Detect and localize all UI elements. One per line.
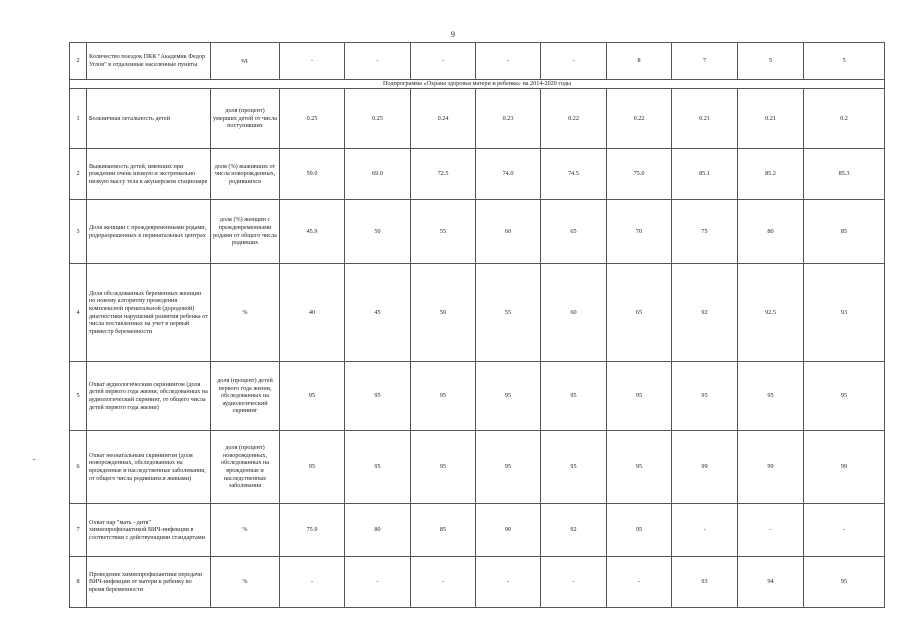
value-cell: 59.0 [280, 149, 345, 200]
value-cell: 92 [541, 504, 607, 557]
row-number: 7 [70, 504, 87, 557]
value-cell: 5 [738, 43, 804, 80]
row-number: 3 [70, 200, 87, 264]
value-cell: 80 [345, 504, 411, 557]
value-cell: 7 [672, 43, 738, 80]
value-cell: 0.25 [345, 89, 411, 149]
table-row [70, 149, 885, 200]
value-cell: 74.5 [541, 149, 607, 200]
row-number: 2 [70, 43, 87, 80]
value-cell: 95 [804, 362, 885, 431]
row-number: 1 [70, 89, 87, 149]
row-number: 2 [70, 149, 87, 200]
value-cell: 85 [804, 200, 885, 264]
subprogram-header-row [70, 80, 885, 89]
unit-of-measure: % [211, 264, 280, 362]
table-row [70, 504, 885, 557]
table-row [70, 431, 885, 504]
value-cell: 95 [541, 362, 607, 431]
value-cell: 0.24 [411, 89, 476, 149]
value-cell: 95 [738, 362, 804, 431]
value-cell: 99 [804, 431, 885, 504]
value-cell: 99 [672, 431, 738, 504]
indicator-description: Больничная летальность детей [87, 89, 211, 149]
value-cell: 85.3 [804, 149, 885, 200]
value-cell: - [280, 557, 345, 608]
value-cell: 72.5 [411, 149, 476, 200]
value-cell: 45 [345, 264, 411, 362]
value-cell: - [411, 557, 476, 608]
value-cell: 95 [672, 362, 738, 431]
value-cell: - [804, 504, 885, 557]
indicator-description: Доля женщин с преждевременными родами, родоразрешенных в перинатальных центрах [87, 200, 211, 264]
page-number: 9 [451, 30, 455, 39]
value-cell: 95 [280, 362, 345, 431]
indicator-description: Доля обследованных беременных женщин по новому алгоритму проведения комплексной пренатальной (дородовой) диагностики нарушений развития ребенка от числа поставленных на учет в первый триместр беременности [87, 264, 211, 362]
unit-of-measure: доля (процент) умерших детей от числа поступивших [211, 89, 280, 149]
value-cell: 60 [476, 200, 541, 264]
value-cell: 60 [541, 264, 607, 362]
row-number: 8 [70, 557, 87, 608]
value-cell: - [541, 43, 607, 80]
value-cell: 70 [607, 200, 672, 264]
table-row [70, 264, 885, 362]
value-cell: - [345, 557, 411, 608]
value-cell: 40 [280, 264, 345, 362]
value-cell: 85 [411, 504, 476, 557]
unit-of-measure: % [211, 504, 280, 557]
value-cell: 55 [411, 200, 476, 264]
value-cell: 95 [607, 431, 672, 504]
value-cell: 45.9 [280, 200, 345, 264]
value-cell: - [541, 557, 607, 608]
value-cell: 90 [476, 504, 541, 557]
value-cell: 85.2 [738, 149, 804, 200]
indicator-description: Количество поездок ПКК "Академик Федор Углов" в отдаленные населенные пункты [87, 43, 211, 80]
value-cell: 0.21 [738, 89, 804, 149]
value-cell: 50 [411, 264, 476, 362]
row-number: 6 [70, 431, 87, 504]
indicator-description: Охват неонатальным скринингом (доля новорожденных, обследованных на врожденные и наследственные заболевания, от общего числа родившихся живыми) [87, 431, 211, 504]
value-cell: 65 [541, 200, 607, 264]
value-cell: 92 [672, 264, 738, 362]
value-cell: 95 [476, 431, 541, 504]
value-cell: 0.23 [476, 89, 541, 149]
value-cell: 65 [607, 264, 672, 362]
value-cell: 0.22 [607, 89, 672, 149]
scan-speck [33, 459, 35, 460]
indicators-table [69, 42, 885, 608]
value-cell: 95 [345, 362, 411, 431]
value-cell: 0.21 [672, 89, 738, 149]
value-cell: 0.2 [804, 89, 885, 149]
row-number: 4 [70, 264, 87, 362]
value-cell: - [672, 504, 738, 557]
value-cell: 95 [345, 431, 411, 504]
value-cell: 8 [607, 43, 672, 80]
subprogram-title: Подпрограмма «Охрана здоровья матери и ребенка» на 2014-2020 годы [70, 80, 885, 89]
unit-of-measure: ед. [211, 43, 280, 80]
value-cell: 93 [672, 557, 738, 608]
value-cell: 95 [607, 362, 672, 431]
value-cell: 55 [476, 264, 541, 362]
unit-of-measure: доля (%) женщин с преждевременными родами от общего числа родивших [211, 200, 280, 264]
value-cell: - [607, 557, 672, 608]
value-cell: 95 [476, 362, 541, 431]
unit-of-measure: доля (процент) новорожденных, обследованных на врожденные и наследственные заболевания [211, 431, 280, 504]
value-cell: 50 [345, 200, 411, 264]
value-cell: - [345, 43, 411, 80]
value-cell: 94 [738, 557, 804, 608]
value-cell: 74.0 [476, 149, 541, 200]
value-cell: 75.9 [280, 504, 345, 557]
value-cell: 80 [738, 200, 804, 264]
value-cell: - [411, 43, 476, 80]
value-cell: 85.1 [672, 149, 738, 200]
value-cell: 95 [804, 557, 885, 608]
value-cell: - [476, 43, 541, 80]
value-cell: 0.25 [280, 89, 345, 149]
value-cell: - [476, 557, 541, 608]
row-number: 5 [70, 362, 87, 431]
value-cell: 99 [738, 431, 804, 504]
value-cell: - [280, 43, 345, 80]
value-cell: 95 [541, 431, 607, 504]
value-cell: 95 [607, 504, 672, 557]
value-cell: 0.22 [541, 89, 607, 149]
value-cell: 69.0 [345, 149, 411, 200]
value-cell: 5 [804, 43, 885, 80]
table-row [70, 200, 885, 264]
value-cell: 95 [411, 431, 476, 504]
table-row [70, 43, 885, 80]
unit-of-measure: % [211, 557, 280, 608]
value-cell: 75.0 [607, 149, 672, 200]
unit-of-measure: доля (процент) детей первого года жизни, обследованных на аудиологический скрининг [211, 362, 280, 431]
value-cell: 95 [411, 362, 476, 431]
value-cell: 93 [804, 264, 885, 362]
value-cell: 95 [280, 431, 345, 504]
indicator-description: Охват пар "мать - дитя" химиопрофилактикой ВИЧ-инфекции в соответствии с действующими стандартами [87, 504, 211, 557]
value-cell: 75 [672, 200, 738, 264]
table-row [70, 557, 885, 608]
table-row [70, 362, 885, 431]
unit-of-measure: доля (%) выживших от числа новорожденных, родившихся [211, 149, 280, 200]
indicator-description: Охват аудиологическим скринингом (доля детей первого года жизни, обследованных на аудиологический скрининг, от общего числа детей первого года жизни) [87, 362, 211, 431]
indicator-description: Выживаемость детей, имевших при рождении очень низкую и экстремально низкую массу тела в акушерском стационаре [87, 149, 211, 200]
indicator-description: Проведение химиопрофилактики передачи ВИЧ-инфекции от матери к ребенку во время беременности [87, 557, 211, 608]
value-cell: 92.5 [738, 264, 804, 362]
table-row [70, 89, 885, 149]
value-cell: - [738, 504, 804, 557]
